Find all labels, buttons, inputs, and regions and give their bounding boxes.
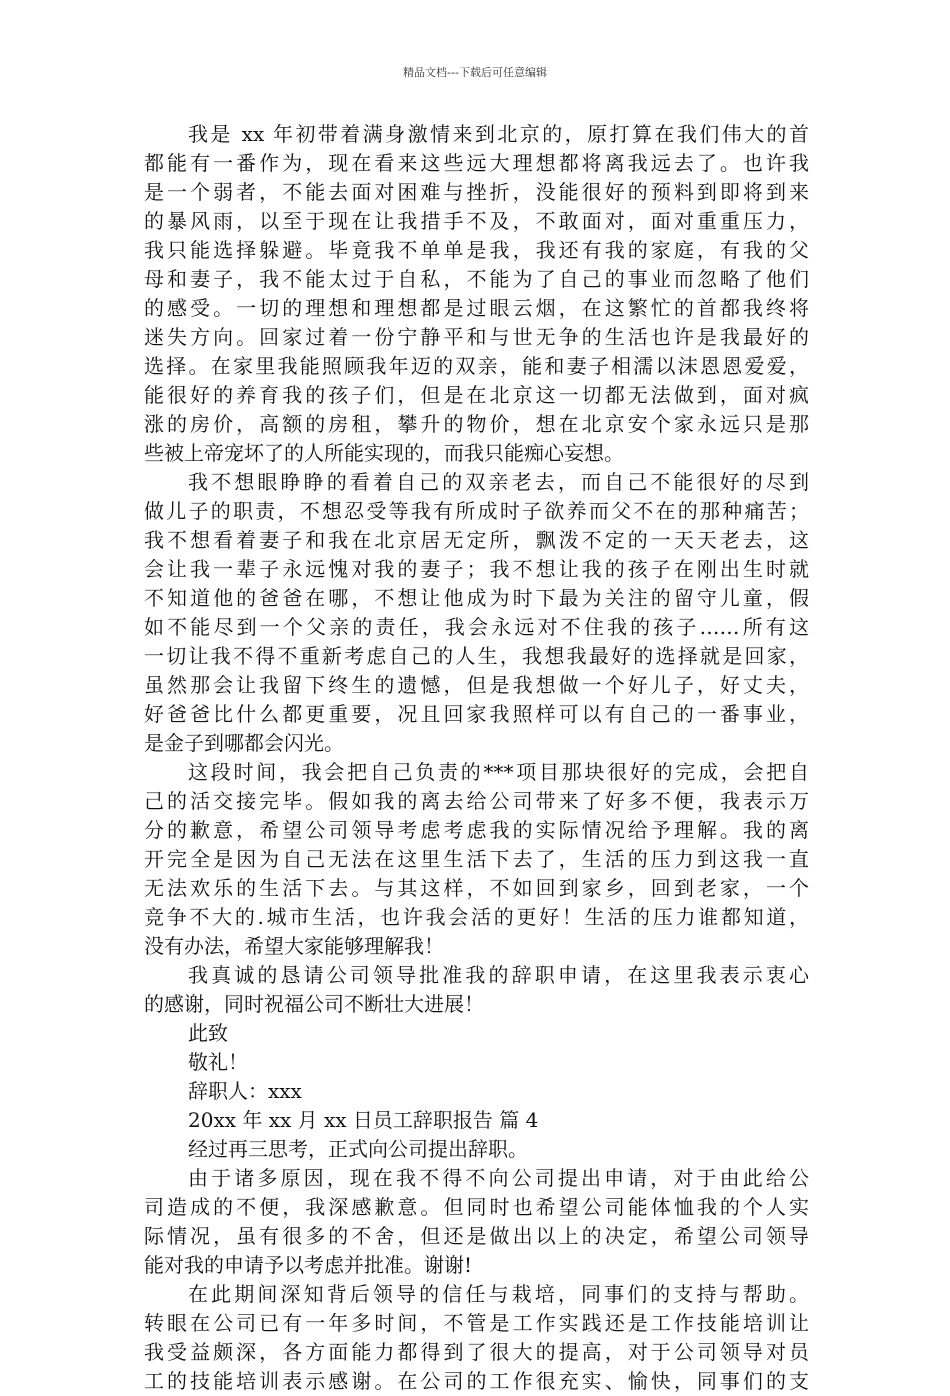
text-line: 会让我一辈子永远愧对我的妻子；我不想让我的孩子在刚出生时就 [144,557,809,581]
text-line: 转眼在公司已有一年多时间，不管是工作实践还是工作技能培训让 [144,1311,809,1335]
text-line: 我真诚的恳请公司领导批准我的辞职申请，在这里我表示衷心 [188,963,809,987]
text-line: 虽然那会让我留下终生的遗憾，但是我想做一个好儿子，好丈夫， [144,673,809,697]
text-line: 如不能尽到一个父亲的责任，我会永远对不住我的孩子……所有这 [144,615,809,639]
text-line: 涨的房价，高额的房租，攀升的物价，想在北京安个家永远只是那 [144,412,809,436]
text-line: 选择。在家里我能照顾我年迈的双亲，能和妻子相濡以沫恩恩爱爱， [144,354,809,378]
text-line: 在此期间深知背后领导的信任与栽培，同事们的支持与帮助。 [188,1282,809,1306]
text-line: 都能有一番作为，现在看来这些远大理想都将离我远去了。也许我 [144,151,809,175]
text-line: 好爸爸比什么都更重要，况且回家我照样可以有自己的一番事业， [144,702,809,726]
text-line: 己的活交接完毕。假如我的离去给公司带来了好多不便，我表示万 [144,789,809,813]
text-line: 这段时间，我会把自己负责的***项目那块很好的完成，会把自 [188,760,809,784]
text-line: 迷失方向。回家过着一份宁静平和与世无争的生活也许是我最好的 [144,325,809,349]
text-line: 际情况，虽有很多的不舍，但还是做出以上的决定，希望公司领导 [144,1224,809,1248]
text-line: 是一个弱者，不能去面对困难与挫折，没能很好的预料到即将到来 [144,180,809,204]
text-line: 些被上帝宠坏了的人所能实现的，而我只能痴心妄想。 [144,441,624,465]
text-line: 做儿子的职责，不想忍受等我有所成时子欲养而父不在的那种痛苦； [144,499,809,523]
text-line: 我是 xx 年初带着满身激情来到北京的，原打算在我们伟大的首 [188,122,809,146]
text-line: 分的歉意，希望公司领导考虑考虑我的实际情况给予理解。我的离 [144,818,809,842]
text-line: 是金子到哪都会闪光。 [144,731,344,755]
text-line: 的暴风雨，以至于现在让我措手不及，不敢面对，面对重重压力， [144,209,809,233]
text-line: 一切让我不得不重新考虑自己的人生，我想我最好的选择就是回家， [144,644,809,668]
text-line: 不知道他的爸爸在哪，不想让他成为时下最为关注的留守儿童，假 [144,586,809,610]
text-line: 此致 [188,1021,228,1045]
text-line: 司造成的不便，我深感歉意。但同时也希望公司能体恤我的个人实 [144,1195,809,1219]
text-line: 我受益颇深，各方面能力都得到了很大的提高，对于公司领导对员 [144,1340,809,1364]
text-line: 经过再三思考，正式向公司提出辞职。 [188,1137,528,1161]
text-line: 无法欢乐的生活下去。与其这样，不如回到家乡，回到老家，一个 [144,876,809,900]
text-line: 我不想看着妻子和我在北京居无定所，飘泼不定的一天天老去，这 [144,528,809,552]
text-line: 能很好的养育我的孩子们，但是在北京这一切都无法做到，面对疯 [144,383,809,407]
text-line: 20xx 年 xx 月 xx 日员工辞职报告 篇 4 [188,1108,539,1132]
text-line: 竞争不大的.城市生活，也许我会活的更好！生活的压力谁都知道， [144,905,809,929]
text-line: 母和妻子，我不能太过于自私，不能为了自己的事业而忽略了他们 [144,267,809,291]
page-header: 精品文档---下载后可任意编辑 [403,66,547,79]
text-line: 没有办法，希望大家能够理解我！ [144,934,444,958]
document-body [144,120,809,1396]
text-line: 我只能选择躲避。毕竟我不单单是我，我还有我的家庭，有我的父 [144,238,809,262]
text-line: 的感受。一切的理想和理想都是过眼云烟，在这繁忙的首都我终将 [144,296,809,320]
text-line: 能对我的申请予以考虑并批准。谢谢! [144,1253,473,1277]
text-line: 开完全是因为自己无法在这里生活下去了，生活的压力到这我一直 [144,847,809,871]
text-line: 的感谢，同时祝福公司不断壮大进展！ [144,992,484,1016]
text-line: 敬礼！ [188,1050,248,1074]
text-line: 工的技能培训表示感谢。在公司的工作很充实、愉快，同事们的支 [144,1369,809,1393]
text-line: 辞职人：xxx [188,1079,302,1103]
text-line: 我不想眼睁睁的看着自己的双亲老去，而自己不能很好的尽到 [188,470,809,494]
text-line: 由于诸多原因，现在我不得不向公司提出申请，对于由此给公 [188,1166,809,1190]
